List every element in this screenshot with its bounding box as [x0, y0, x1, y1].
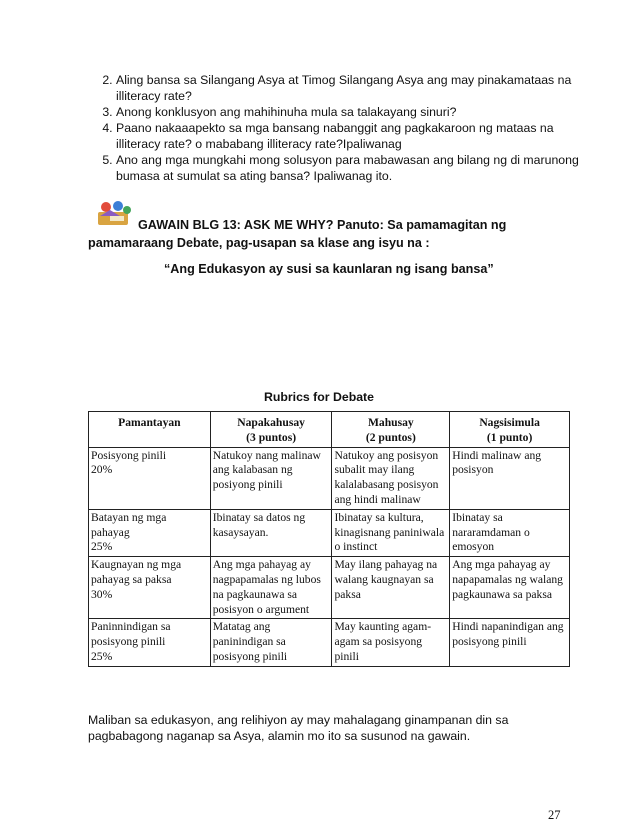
debate-topic-quote: “Ang Edukasyon ay susi sa kaunlaran ng isang bansa”: [164, 262, 494, 276]
question-item: 5. Ano ang mga mungkahi mong solusyon para mabawasan ang bilang ng di marunong bumasa at sumulat sa ating bansa? Ipaliwanag ito.: [116, 152, 586, 184]
header-beginning: Nagsisimula (1 punto): [450, 412, 570, 448]
table-row: [89, 447, 570, 509]
good-cell: May ilang pahayag na walang kaugnayan sa paksa: [332, 557, 450, 619]
question-item: 2. Aling bansa sa Silangang Asya at Timog Silangang Asya ang may pinakamataas na illiteracy rate?: [116, 72, 586, 104]
question-list: [92, 72, 586, 184]
excellent-cell: Ang mga pahayag ay nagpapamalas ng lubos na pagkaunawa sa posisyon o argument: [210, 557, 332, 619]
beginning-cell: Ang mga pahayag ay napapamalas ng walang pagkaunawa sa paksa: [450, 557, 570, 619]
page-number: 27: [548, 808, 561, 822]
table-row: [89, 509, 570, 556]
rubric-header-row: [89, 412, 570, 448]
header-good: Mahusay (2 puntos): [332, 412, 450, 448]
good-cell: May kaunting agam-agam sa posisyong pinili: [332, 619, 450, 666]
criterion-cell: Kaugnayan ng mga pahayag sa paksa 30%: [89, 557, 211, 619]
beginning-cell: Hindi malinaw ang posisyon: [450, 447, 570, 509]
rubric-table: [88, 411, 570, 667]
rubric-title: Rubrics for Debate: [263, 390, 374, 404]
excellent-cell: Natukoy nang malinaw ang kalabasan ng posiyong pinili: [210, 447, 332, 509]
question-item: 4. Paano nakaaapekto sa mga bansang nabanggit ang pagkakaroon ng mataas na illiteracy rate? o mababang illiteracy rate?Ipaliwanag: [116, 120, 586, 152]
good-cell: Ibinatay sa kultura, kinagisnang paniniwala o instinct: [332, 509, 450, 556]
question-item: 3. Anong konklusyon ang mahihinuha mula sa talakayang sinuri?: [116, 104, 586, 120]
activity-heading: GAWAIN BLG 13: ASK ME WHY? Panuto: Sa pamamagitan ng pamamaraang Debate, pag-usapan sa klase ang isyu na :: [88, 218, 507, 250]
excellent-cell: Ibinatay sa datos ng kasaysayan.: [210, 509, 332, 556]
header-excellent: Napakahusay (3 puntos): [210, 412, 332, 448]
excellent-cell: Matatag ang paninindigan sa posisyong pinili: [210, 619, 332, 666]
beginning-cell: Ibinatay sa nararamdaman o emosyon: [450, 509, 570, 556]
table-row: [89, 557, 570, 619]
closing-paragraph: Maliban sa edukasyon, ang relihiyon ay may mahalagang ginampanan din sa pagbabagong naganap sa Asya, alamin mo ito sa susunod na gawain.: [88, 713, 509, 743]
criterion-cell: Batayan ng mga pahayag 25%: [89, 509, 211, 556]
criterion-cell: Posisyong pinili 20%: [89, 447, 211, 509]
table-row: [89, 619, 570, 666]
beginning-cell: Hindi napanindigan ang posisyong pinili: [450, 619, 570, 666]
header-criterion: Pamantayan: [89, 412, 211, 448]
criterion-cell: Paninnindigan sa posisyong pinili 25%: [89, 619, 211, 666]
good-cell: Natukoy ang posisyon subalit may ilang kalalabasang posisyon ang hindi malinaw: [332, 447, 450, 509]
